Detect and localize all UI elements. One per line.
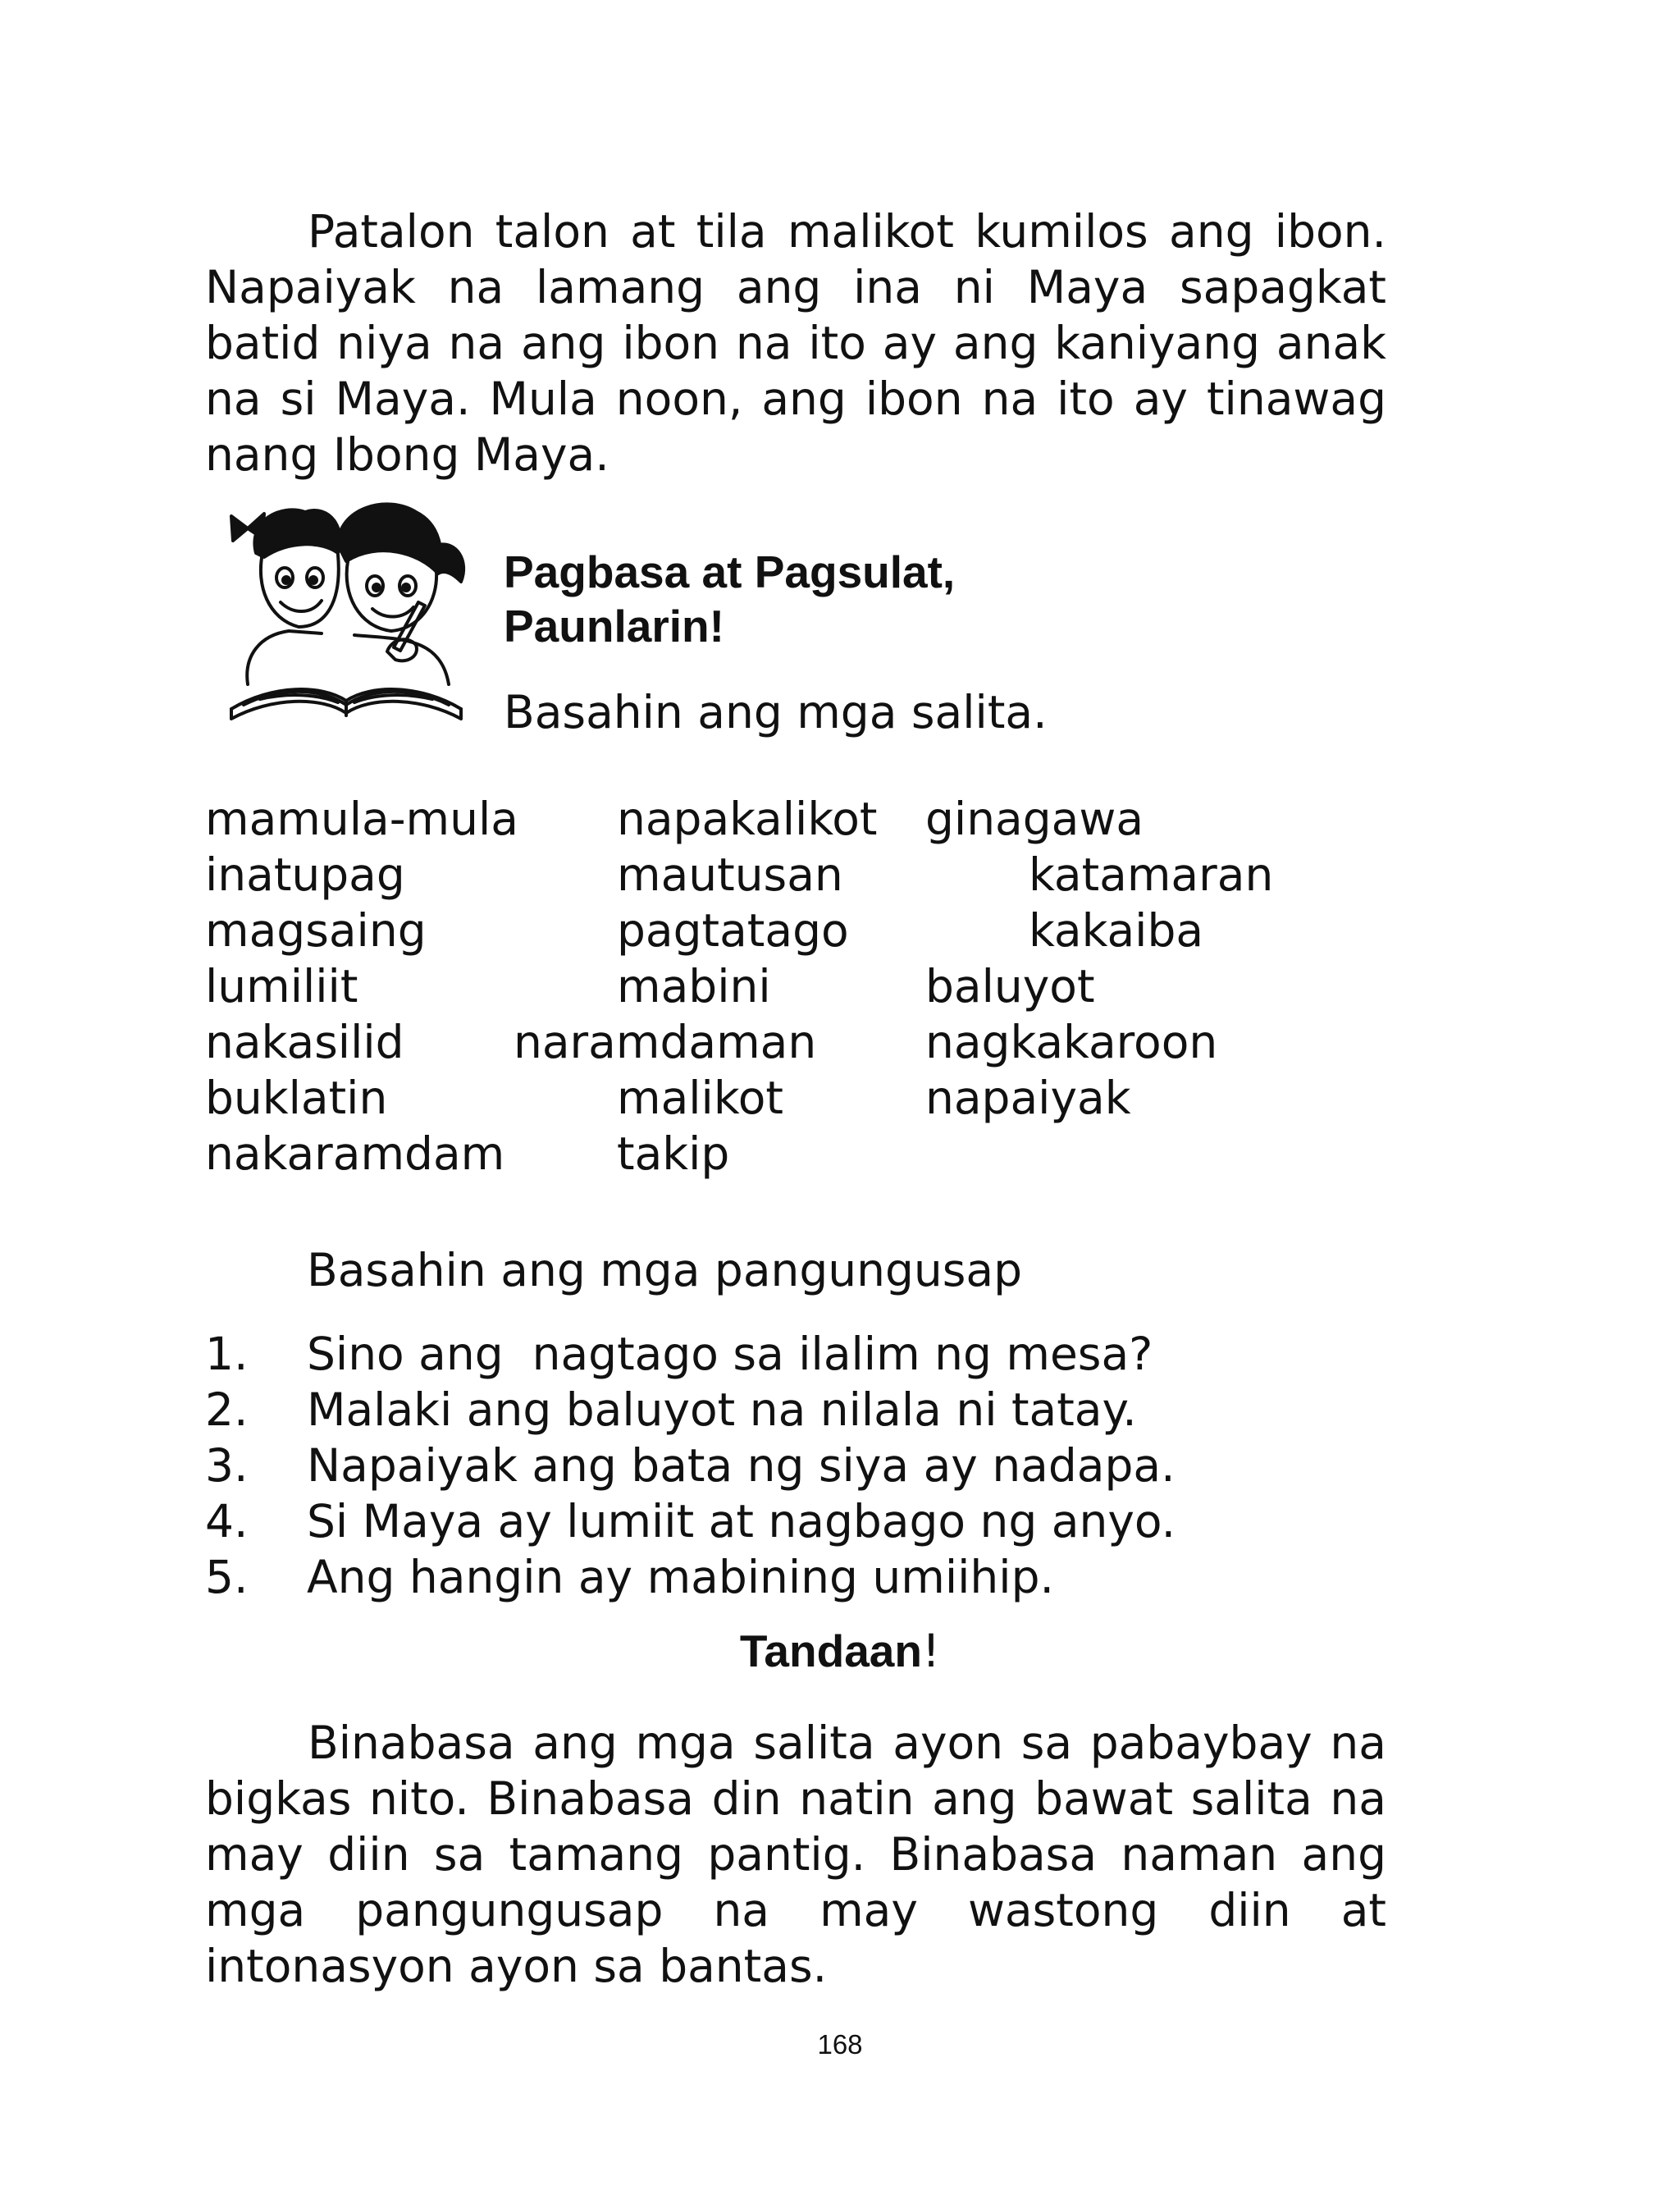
word-item: ginagawa <box>925 793 1144 845</box>
word-item: mautusan <box>617 848 843 901</box>
word-item: napakalikot <box>617 793 878 845</box>
sentence-number: 5. <box>205 1551 249 1603</box>
intro-paragraph <box>205 203 1386 482</box>
word-item: kakaiba <box>1029 904 1204 957</box>
sentence-item <box>205 1493 1176 1549</box>
sentence-text: Si Maya ay lumiit at nagbago ng anyo. <box>307 1495 1176 1548</box>
sentence-item <box>205 1438 1176 1493</box>
sentence-text: Sino ang nagtago sa ilalim ng mesa? <box>307 1328 1153 1380</box>
word-item: malikot <box>617 1072 783 1124</box>
intro-paragraph-text: Patalon talon at tila malikot kumilos ang ibon. Napaiyak na lamang ang ina ni Maya sapagkat batid niya na ang ibon na ito ay ang kaniyang anak na si Maya. Mula noon, ang ibon na ito ay tinawag nang Ibong Maya. <box>205 205 1386 481</box>
word-item: nakasilid <box>205 1016 404 1068</box>
word-item: nagkakaroon <box>925 1016 1218 1068</box>
tandaan-exclamation: ! <box>922 1625 941 1677</box>
sentence-number: 1. <box>205 1328 249 1380</box>
sentence-text: Malaki ang baluyot na nilala ni tatay. <box>307 1383 1137 1436</box>
sentence-text: Ang hangin ay mabining umiihip. <box>307 1551 1054 1603</box>
section-instruction: Basahin ang mga salita. <box>504 686 1048 738</box>
word-item: baluyot <box>925 960 1095 1013</box>
word-item: lumiliit <box>205 960 358 1013</box>
word-item: mamula-mula <box>205 793 518 845</box>
children-reading-book-icon <box>223 496 469 734</box>
sentence-text: Napaiyak ang bata ng siya ay nadapa. <box>307 1439 1176 1492</box>
word-item: buklatin <box>205 1072 388 1124</box>
word-item: magsaing <box>205 904 427 957</box>
page-number: 168 <box>817 2029 863 2060</box>
sentence-number: 2. <box>205 1383 249 1436</box>
tandaan-heading <box>0 1623 1680 1679</box>
word-item: naramdaman <box>514 1016 817 1068</box>
word-item: takip <box>617 1127 730 1180</box>
sentence-list <box>205 1326 1176 1605</box>
word-item: napaiyak <box>925 1072 1131 1124</box>
sentences-title: Basahin ang mga pangungusap <box>307 1244 1023 1296</box>
rule-paragraph-text: Binabasa ang mga salita ayon sa pabaybay na bigkas nito. Binabasa din natin ang bawat salita na may diin sa tamang pantig. Binabasa naman ang mga pangungusap na may wastong diin at intonasyon ayon sa bantas. <box>205 1717 1386 1992</box>
sentence-item <box>205 1382 1176 1438</box>
word-item: katamaran <box>1029 848 1274 901</box>
sentence-number: 4. <box>205 1495 249 1548</box>
sentence-number: 3. <box>205 1439 249 1492</box>
tandaan-label: Tandaan <box>739 1625 922 1676</box>
word-item: pagtatago <box>617 904 849 957</box>
word-item: mabini <box>617 960 771 1013</box>
section-title-line2: Paunlarin! <box>504 601 724 652</box>
sentence-item <box>205 1549 1176 1605</box>
word-item: inatupag <box>205 848 405 901</box>
word-item: nakaramdam <box>205 1127 505 1180</box>
section-title-line1: Pagbasa at Pagsulat, <box>504 546 956 597</box>
sentence-item <box>205 1326 1176 1382</box>
section-heading <box>504 545 955 653</box>
rule-paragraph <box>205 1715 1386 1994</box>
